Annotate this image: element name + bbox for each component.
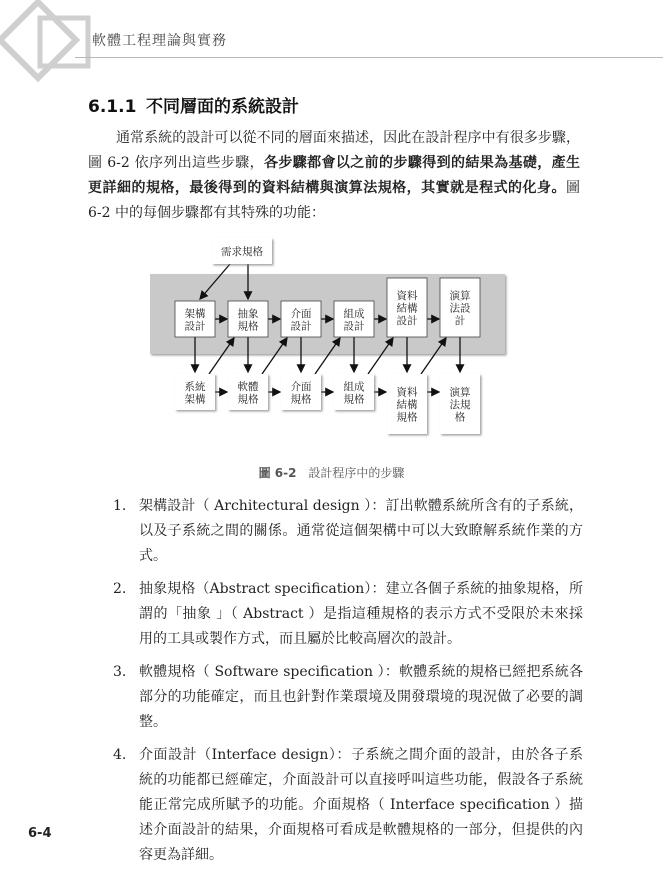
page-number: 6-4: [28, 826, 52, 841]
section-title-text: 不同層面的系統設計: [146, 97, 299, 117]
design-box-label: 介面: [290, 307, 312, 320]
list-item: 4. 介面設計（Interface design）：子系統之間介面的設計，由於各子系統的功能都已經確定，介面設計可以直接呼叫這些功能，假設各子系統能正常完成所賦予的功能。介面規格（ Interface specification ）描述介面設計的結果，介面規格可看成是軟體規格的一部分，但提供的內容更為詳細。: [113, 747, 583, 863]
requirements-box-label: 需求規格: [221, 246, 263, 258]
list-item: 3. 軟體規格（ Software specification ）：軟體系統的規格已經把系統各部分的功能確定，而且也針對作業環境及開發環境的現況做了必要的調整。: [113, 664, 583, 730]
figure-caption: [0, 464, 663, 481]
requirements-box: [212, 238, 272, 264]
spec-box-label: 規格: [343, 393, 365, 406]
spec-box: [387, 374, 427, 434]
spec-box-label: 規格: [396, 411, 418, 424]
spec-box-label: 架構: [184, 393, 206, 406]
design-box: [334, 301, 374, 337]
design-box-label: 演算: [449, 290, 471, 302]
spec-box: [175, 374, 215, 410]
design-box: [440, 278, 480, 337]
intro-paragraph: [88, 126, 580, 226]
spec-box-label: 介面: [290, 380, 312, 393]
spec-box-label: 組成: [343, 380, 365, 393]
intro-text-bold: 各步驟都會以之前的步驟得到的結果為基礎，產生更詳細的規格，最後得到的資料結構與演算法規格，其實就是程式的化身。: [88, 155, 580, 196]
design-box-label: 架構: [184, 307, 206, 320]
design-box: [175, 301, 215, 337]
design-box: [228, 301, 268, 337]
running-head: 軟體工程理論與實務: [92, 33, 227, 49]
design-box-label: 結構: [396, 302, 418, 315]
spec-box-label: 演算: [449, 386, 471, 399]
spec-box-label: 資料: [396, 386, 418, 399]
spec-box-label: 規格: [290, 393, 312, 406]
design-box-label: 法設: [449, 302, 471, 315]
design-box: [281, 301, 321, 337]
design-box-label: 組成: [343, 307, 365, 320]
spec-box-label: 軟體: [237, 380, 259, 393]
spec-box-label: 結構: [396, 399, 418, 411]
intro-text-2: 圖 6-2 中的每個步驟都有其特殊的功能：: [88, 180, 580, 221]
step-list: [113, 494, 583, 876]
spec-box-label: 法規: [449, 399, 471, 411]
spec-box: [281, 374, 321, 410]
spec-box: [440, 374, 480, 434]
design-box-label: 設計: [184, 320, 206, 333]
list-item: 1. 架構設計（ Architectural design ）：訂出軟體系統所含有的子系統，以及子系統之間的關係。通常從這個架構中可以大致瞭解系統作業的方式。: [113, 498, 583, 564]
spec-box: [334, 374, 374, 410]
figure-caption-text: 設計程序中的步驟: [308, 466, 405, 480]
design-box: [387, 278, 427, 337]
design-box-label: 設計: [290, 320, 312, 333]
spec-box-label: 規格: [237, 393, 259, 406]
spec-box-label: 格: [454, 411, 466, 424]
list-item: 2. 抽象規格（Abstract specification）：建立各個子系統的抽象規格，所謂的「抽象 」（ Abstract ）是指這種規格的表示方式不受限於未來採用的工具或製作方式，而且屬於比較高層次的設計。: [113, 581, 583, 647]
design-process-diagram: [150, 236, 520, 446]
design-box-label: 設計: [396, 315, 418, 327]
design-box-label: 規格: [237, 320, 259, 333]
header-rule: [75, 57, 663, 58]
spec-box: [228, 374, 268, 410]
spec-box-label: 系統: [184, 380, 206, 393]
design-box-label: 抽象: [237, 307, 259, 320]
figure-label: 圖 6-2: [258, 466, 297, 480]
design-box-label: 計: [454, 315, 466, 327]
design-box-label: 設計: [343, 320, 365, 333]
design-box-label: 資料: [396, 290, 418, 302]
intro-text-1: 通常系統的設計可以從不同的層面來描述，因此在設計程序中有很多步驟，圖 6-2 依序列出這些步驟，: [88, 130, 580, 171]
section-title: [88, 92, 299, 117]
section-number: 6.1.1: [88, 97, 137, 117]
